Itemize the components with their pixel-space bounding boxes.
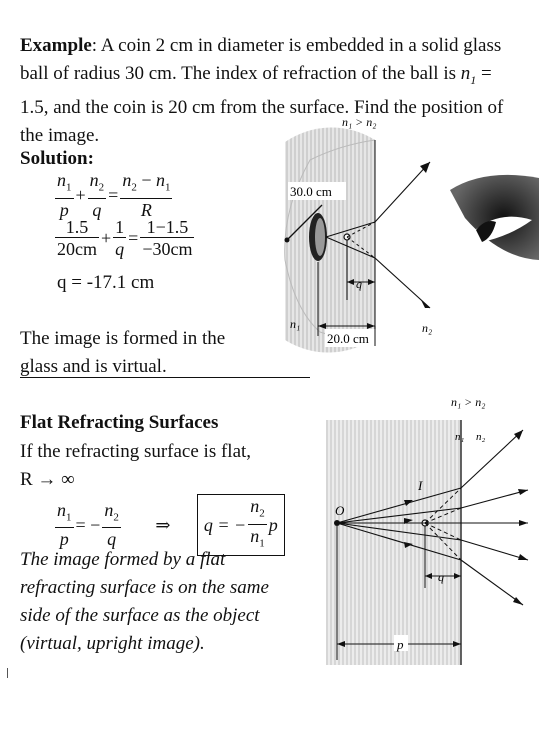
example-line3: 1.5, and the coin is 20 cm from the surface. Find the position of: [20, 96, 504, 118]
flat-desc-1: The image formed by a flat: [20, 549, 226, 570]
flat-n2-sub: 2: [113, 511, 119, 524]
eq2-a-den: 20cm: [57, 239, 97, 259]
solution-result: q = -17.1 cm: [57, 272, 155, 293]
eq1-rhs-n1-sub: 1: [164, 181, 171, 194]
frac-1.5-20: [55, 217, 99, 260]
flat-limit: R → ∞: [20, 469, 75, 490]
implies-arrow: ⇒: [155, 514, 171, 535]
numeric-equation: $\frac{1.5}{20cm}$ + $\frac{1}{q}$ = $\frac{1-1.5}{-30cm}$: [57, 217, 193, 259]
solution-label: Solution: [20, 148, 88, 169]
eq2-c-den: −30cm: [142, 239, 193, 259]
fig2-object-label: O: [335, 503, 345, 518]
medium-n1-region: [326, 420, 461, 665]
flat-desc-3: side of the surface as the object: [20, 605, 260, 626]
fig2-image-label: I: [418, 478, 423, 493]
fig1-n2-label: n₂: [422, 321, 433, 335]
eq2-b-den: q: [115, 239, 125, 259]
eq1-rhs-n2-sub: 2: [131, 181, 137, 194]
lens-equation: $\frac{n_1}{p}$ + $\frac{n_2}{q}$ = $\frac{n_2 - n_1}{R}$: [57, 170, 171, 220]
fig1-n1-label: n₁: [290, 317, 301, 331]
frac-1-q: [113, 217, 126, 260]
flat-p: p: [59, 529, 69, 550]
eq1-minus: −: [136, 170, 156, 190]
box-p: p: [268, 514, 278, 535]
flat-frac-n1-p: [55, 500, 74, 551]
eye-icon: [450, 175, 539, 260]
eq1-n1: n: [57, 170, 66, 190]
flat-n1: n: [57, 499, 66, 520]
box-n1: n: [250, 525, 260, 546]
conclusion-line1: The image is formed in the: [20, 328, 226, 349]
equals-sign: =: [476, 63, 492, 84]
fig2-condition: n₁ > n₂: [451, 395, 486, 409]
example-line4: the image.: [20, 124, 100, 146]
frac-rhs-numeric: [140, 217, 194, 260]
eq1-rhs-n2: n: [122, 170, 132, 190]
fig1-q-label: q: [356, 277, 362, 291]
conclusion-line2: glass and is virtual.: [20, 356, 167, 377]
fig2-q-label: q: [438, 570, 444, 584]
n1-subscript: 1: [470, 72, 477, 87]
eq1-n2-sub: 2: [98, 181, 105, 194]
example-line1: : A coin 2 cm in diameter is embedded in a solid glass: [91, 35, 502, 56]
flat-q: q: [107, 529, 117, 550]
radius-label: 30.0 cm: [290, 184, 332, 199]
flat-n2: n: [104, 499, 114, 520]
n1-symbol: n: [460, 63, 471, 84]
eq1-n2: n: [89, 170, 99, 190]
section-divider: [20, 377, 310, 378]
example-line2: ball of radius 30 cm. The index of refraction of the ball is: [20, 63, 461, 84]
flat-surface-figure: [318, 390, 539, 670]
eq2-a-num: 1.5: [55, 217, 99, 238]
glass-ball-figure: [270, 110, 539, 360]
solution-colon: :: [87, 148, 94, 169]
box-lhs: q = −: [203, 514, 247, 535]
eq1-R: R: [140, 199, 152, 220]
eq2-c-num: 1−1.5: [140, 217, 194, 238]
frac-n1-p: [55, 170, 74, 221]
flat-desc-2: refracting surface is on the same: [20, 577, 269, 598]
fig1-distance-label: 20.0 cm: [327, 331, 369, 346]
flat-n1-sub: 1: [66, 511, 72, 524]
flat-frac-n2-q: [102, 500, 121, 551]
box-n2-sub: 2: [259, 507, 265, 520]
solution-heading: [20, 146, 94, 172]
fig2-n2-label: n₂: [476, 431, 486, 443]
scan-mark: [7, 668, 8, 678]
eq1-q: q: [92, 199, 102, 220]
flat-surfaces-heading: Flat Refracting Surfaces: [20, 412, 219, 433]
flat-desc-4: (virtual, upright image).: [20, 633, 205, 654]
frac-n2-q: [88, 170, 107, 221]
fig1-condition: n₁ > n₂: [342, 115, 377, 129]
eq1-n1-sub: 1: [66, 181, 72, 194]
frac-rhs: [120, 170, 172, 221]
box-n1-sub: 1: [259, 537, 265, 550]
box-frac: [248, 496, 267, 554]
fig2-n1-label: n₁: [455, 431, 465, 443]
eq1-rhs-n1: n: [155, 170, 165, 190]
flat-line1: If the refracting surface is flat,: [20, 441, 252, 462]
example-label: Example: [20, 35, 92, 56]
eq1-p: p: [59, 199, 69, 220]
fig2-p-label: p: [397, 637, 404, 652]
eq2-b-num: 1: [115, 217, 125, 237]
box-n2: n: [250, 496, 260, 516]
flat-eq-minus: = −: [75, 514, 101, 535]
